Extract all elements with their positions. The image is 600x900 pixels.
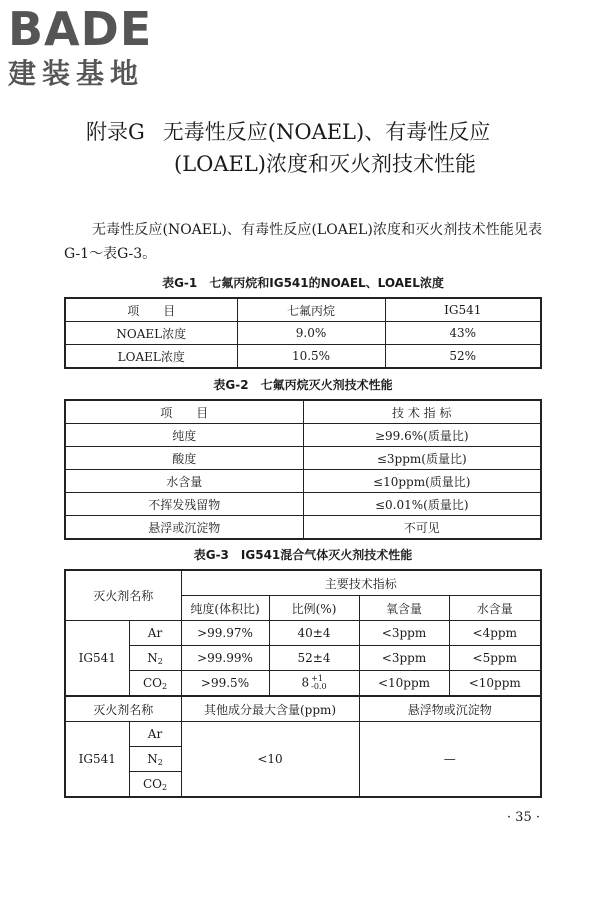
gas-name-cell: $N_2$ xyxy=(129,646,181,671)
suspension-header: 悬浮物或沉淀物 xyxy=(359,696,541,722)
gas-name-cell: $CO_2$ xyxy=(129,772,181,798)
agent-name-header-2: 灭火剂名称 xyxy=(65,696,181,722)
table-header-row xyxy=(65,400,541,424)
table-g1-caption: 表G-1 七氟丙烷和IG541的NOAEL、LOAEL浓度 xyxy=(162,276,444,290)
table-row xyxy=(65,722,541,747)
table-g2 xyxy=(64,399,542,540)
table-row xyxy=(65,447,541,470)
table-row xyxy=(65,345,541,369)
table-cell: 不挥发残留物 xyxy=(65,493,303,516)
table-cell: LOAEL浓度 xyxy=(65,345,237,369)
table-row xyxy=(65,646,541,671)
table-g2-caption: 表G-2 七氟丙烷灭火剂技术性能 xyxy=(213,378,393,392)
table-cell: <10ppm xyxy=(449,671,541,697)
table-g3-caption: 表G-3 IG541混合气体灭火剂技术性能 xyxy=(193,548,413,562)
table-cell: 10.5% xyxy=(237,345,385,369)
table-cell: ≥99.6%(质量比) xyxy=(303,424,541,447)
brand-logo xyxy=(8,2,178,90)
table-row xyxy=(65,671,541,697)
table-cell: 悬浮或沉淀物 xyxy=(65,516,303,540)
table-row xyxy=(65,322,541,345)
ratio-tolerance-cell xyxy=(269,671,359,697)
table-header-cell: 水含量 xyxy=(449,596,541,621)
table-header-cell: 技 术 指 标 xyxy=(303,400,541,424)
table-header-cell: 项 目 xyxy=(65,298,237,322)
table-header-row xyxy=(65,696,541,722)
table-cell: 52±4 xyxy=(269,646,359,671)
max-other-value: <10 xyxy=(181,722,359,798)
title-line-1: 无毒性反应(NOAEL)、有毒性反应 xyxy=(162,120,491,144)
page-number: · 35 · xyxy=(506,810,540,825)
table-cell: >99.99% xyxy=(181,646,269,671)
logo-brand-text: BADE xyxy=(8,2,153,56)
table-cell: NOAEL浓度 xyxy=(65,322,237,345)
table-cell: 酸度 xyxy=(65,447,303,470)
agent-name-cell: IG541 xyxy=(65,621,129,697)
table-header-row xyxy=(65,298,541,322)
table-g3 xyxy=(64,569,542,798)
table-cell: 40±4 xyxy=(269,621,359,646)
gas-name-cell: Ar xyxy=(129,621,181,646)
table-cell: 9.0% xyxy=(237,322,385,345)
title-line-2: (LOAEL)浓度和灭火剂技术性能 xyxy=(174,152,476,176)
table-cell: 不可见 xyxy=(303,516,541,540)
table-cell: <5ppm xyxy=(449,646,541,671)
table-header-cell: 比例(%) xyxy=(269,596,359,621)
table-row xyxy=(65,493,541,516)
gas-name-cell: Ar xyxy=(129,722,181,747)
ratio-value: 8 xyxy=(301,675,310,690)
table-cell: >99.97% xyxy=(181,621,269,646)
ratio-minus-tolerance: -0.0 xyxy=(311,682,327,691)
table-cell: >99.5% xyxy=(181,671,269,697)
table-cell: <3ppm xyxy=(359,646,449,671)
table-g1 xyxy=(64,297,542,369)
table-row xyxy=(65,621,541,646)
intro-paragraph: 无毒性反应(NOAEL)、有毒性反应(LOAEL)浓度和灭火剂技术性能见表G-1～表G-3。 xyxy=(64,222,542,262)
table-cell: 水含量 xyxy=(65,470,303,493)
gas-name-cell: $N_2$ xyxy=(129,747,181,772)
logo-subtitle: 建装基地 xyxy=(8,57,145,90)
table-header-cell: IG541 xyxy=(385,298,541,322)
table-cell: 43% xyxy=(385,322,541,345)
table-cell: <4ppm xyxy=(449,621,541,646)
table-header-cell: 项 目 xyxy=(65,400,303,424)
agent-name-header: 灭火剂名称 xyxy=(65,570,181,621)
table-cell: ≤10ppm(质量比) xyxy=(303,470,541,493)
ratio-plus-tolerance: +1 xyxy=(311,674,323,683)
table-cell: ≤0.01%(质量比) xyxy=(303,493,541,516)
appendix-title xyxy=(86,116,546,180)
table-row xyxy=(65,516,541,540)
gas-name-cell: $CO_2$ xyxy=(129,671,181,697)
table-header-cell: 七氟丙烷 xyxy=(237,298,385,322)
suspension-value: — xyxy=(359,722,541,798)
table-header-row xyxy=(65,570,541,596)
main-indicators-header: 主要技术指标 xyxy=(181,570,541,596)
agent-name-cell: IG541 xyxy=(65,722,129,798)
table-row xyxy=(65,424,541,447)
table-cell: <3ppm xyxy=(359,621,449,646)
table-header-cell: 氧含量 xyxy=(359,596,449,621)
table-row xyxy=(65,470,541,493)
table-cell: 纯度 xyxy=(65,424,303,447)
appendix-label: 附录G xyxy=(86,120,145,144)
table-cell: <10ppm xyxy=(359,671,449,697)
table-header-cell: 纯度(体积比) xyxy=(181,596,269,621)
max-other-header: 其他成分最大含量(ppm) xyxy=(181,696,359,722)
table-cell: ≤3ppm(质量比) xyxy=(303,447,541,470)
table-cell: 52% xyxy=(385,345,541,369)
